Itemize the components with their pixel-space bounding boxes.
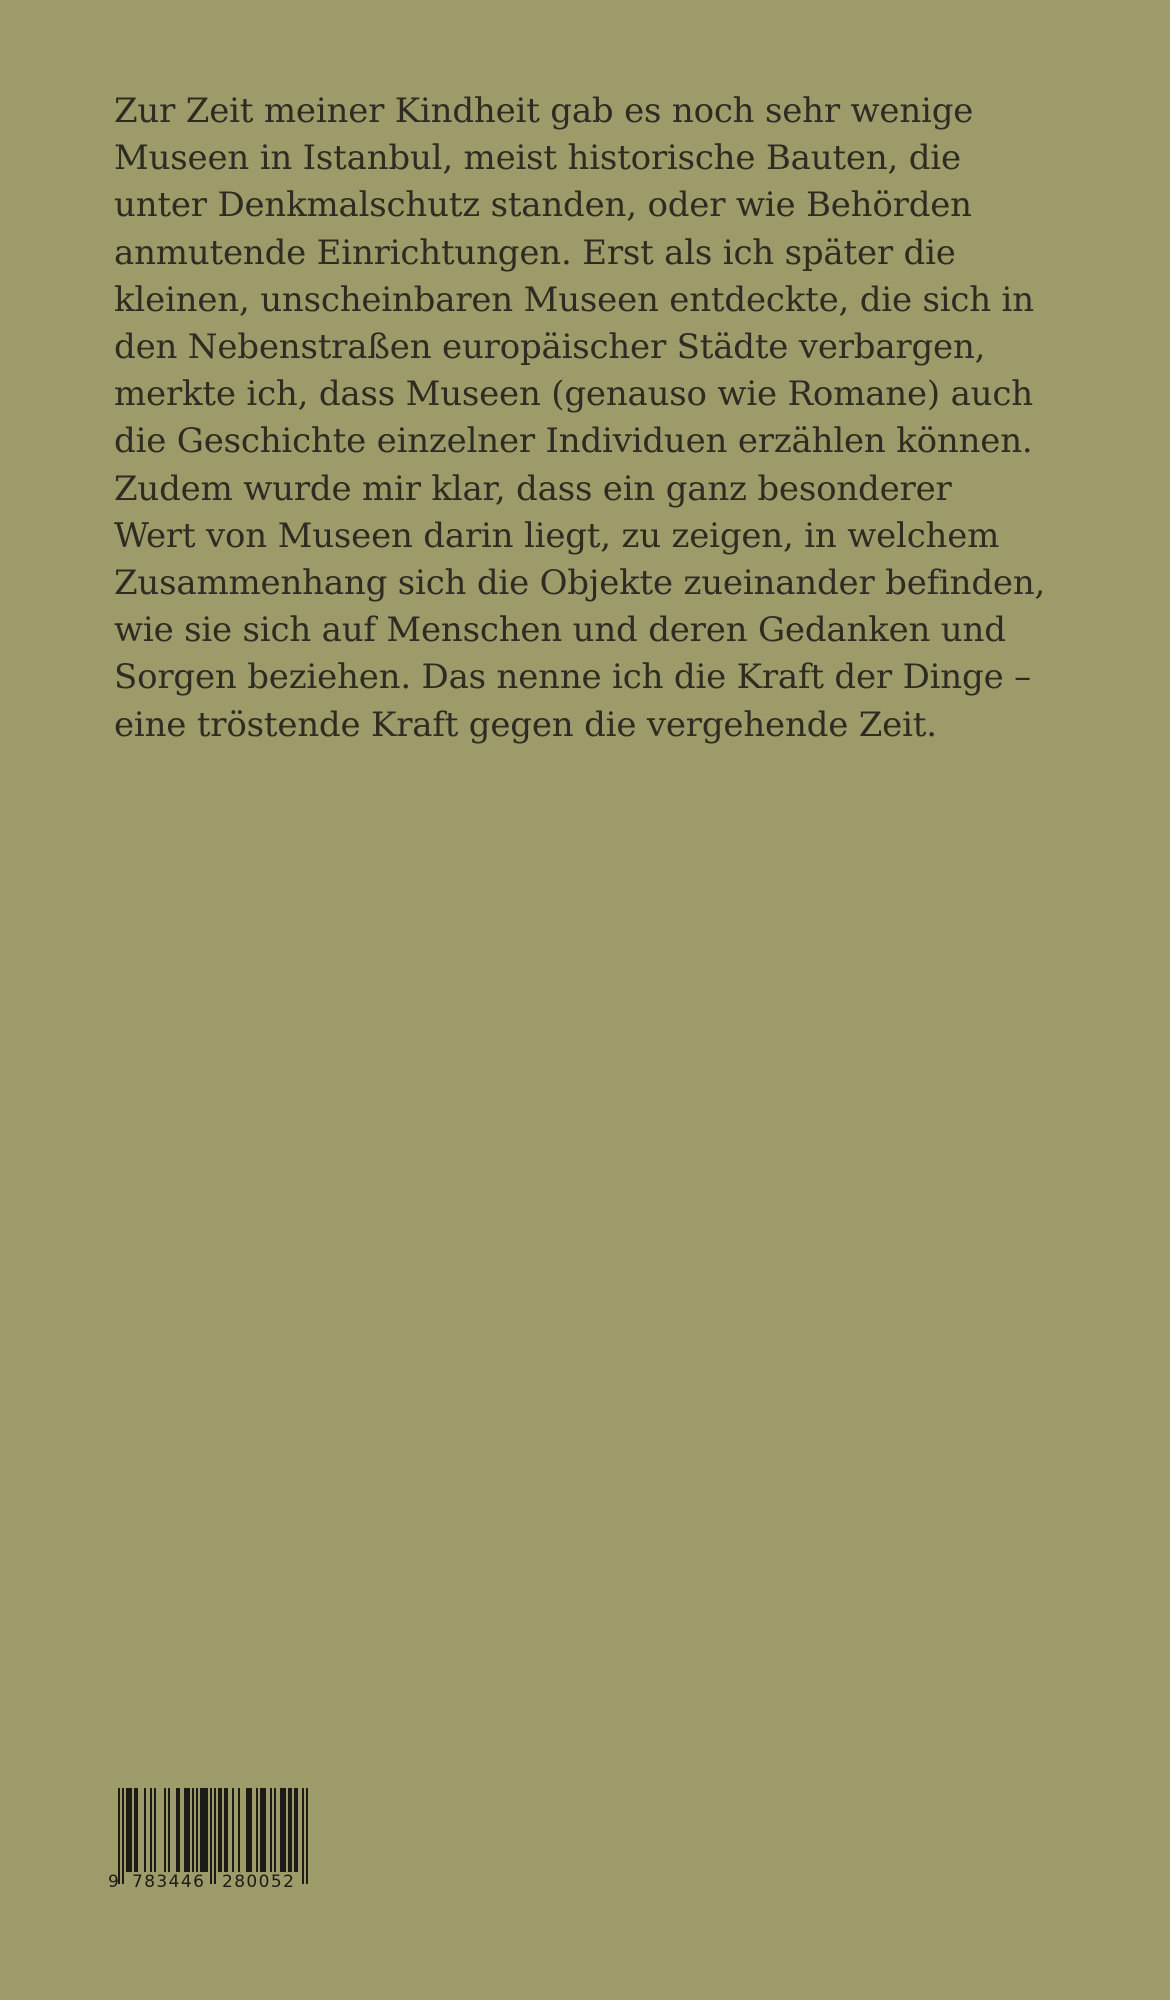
barcode-bar <box>178 1788 180 1872</box>
barcode-bar <box>264 1788 266 1872</box>
barcode-bar <box>164 1788 166 1872</box>
barcode-bar <box>136 1788 138 1872</box>
blurb-line: Sorgen beziehen. Das nenne ich die Kraft der Dinge – <box>114 657 1031 698</box>
barcode-bar <box>186 1788 188 1872</box>
blurb-line: den Nebenstraßen europäischer Städte verbargen, <box>114 327 986 368</box>
barcode-bar <box>282 1788 284 1872</box>
barcode-bar <box>256 1788 258 1872</box>
barcode-bar <box>196 1788 198 1872</box>
barcode-digits <box>104 1872 314 1896</box>
barcode-right-group: 280052 <box>222 1872 296 1892</box>
blurb-line: Zusammenhang sich die Objekte zueinander befinden, <box>114 563 1046 604</box>
barcode-bar <box>206 1788 208 1872</box>
blurb-line: eine tröstende Kraft gegen die vergehende Zeit. <box>114 704 937 745</box>
blurb-line: unter Denkmalschutz standen, oder wie Behörden <box>114 185 972 226</box>
barcode-bar <box>290 1788 292 1872</box>
barcode-bar <box>176 1788 178 1872</box>
blurb-line: Museen in Istanbul, meist historische Bauten, die <box>114 138 961 179</box>
blurb-line: wie sie sich auf Menschen und deren Gedanken und <box>114 610 1006 651</box>
barcode-bar <box>154 1788 156 1872</box>
barcode-bar <box>226 1788 228 1872</box>
barcode-bar <box>232 1788 234 1872</box>
barcode-bar <box>224 1788 226 1872</box>
barcode-bar <box>294 1788 296 1872</box>
barcode-bars-icon <box>104 1788 314 1884</box>
barcode-bar <box>296 1788 298 1872</box>
blurb-line: anmutende Einrichtungen. Erst als ich später die <box>114 232 956 273</box>
blurb-line: Wert von Museen darin liegt, zu zeigen, in welchem <box>114 515 1000 556</box>
barcode-bar <box>184 1788 186 1872</box>
barcode-bar <box>192 1788 194 1872</box>
barcode-guard-bar <box>306 1788 308 1884</box>
blurb-line: Zur Zeit meiner Kindheit gab es noch sehr wenige <box>114 91 974 131</box>
barcode-bar <box>280 1788 282 1872</box>
barcode-bar <box>274 1788 276 1872</box>
barcode-guard-bar <box>302 1788 304 1884</box>
blurb-line: kleinen, unscheinbaren Museen entdeckte, die sich in <box>114 279 1034 320</box>
barcode-bar <box>270 1788 272 1872</box>
barcode-bar <box>126 1788 128 1872</box>
barcode-bar <box>144 1788 146 1872</box>
barcode-bar <box>130 1788 132 1872</box>
barcode-bar <box>168 1788 170 1872</box>
blurb-line: Zudem wurde mir klar, dass ein ganz besonderer <box>114 468 952 509</box>
barcode-bar <box>238 1788 240 1872</box>
isbn-barcode <box>104 1788 314 1898</box>
barcode-bar <box>288 1788 290 1872</box>
barcode-bar <box>220 1788 222 1872</box>
barcode-bar <box>218 1788 220 1872</box>
barcode-bar <box>260 1788 262 1872</box>
barcode-bar <box>202 1788 204 1872</box>
barcode-lead-digit: 9 <box>108 1872 121 1892</box>
barcode-bar <box>150 1788 152 1872</box>
barcode-bar <box>134 1788 136 1872</box>
barcode-bar <box>200 1788 202 1872</box>
barcode-bar <box>128 1788 130 1872</box>
blurb-text <box>114 88 1114 749</box>
barcode-bar <box>248 1788 250 1872</box>
barcode-bar <box>246 1788 248 1872</box>
barcode-bar <box>188 1788 190 1872</box>
barcode-bar <box>250 1788 252 1872</box>
barcode-guard-bar <box>214 1788 216 1884</box>
blurb-line: die Geschichte einzelner Individuen erzählen können. <box>114 421 1033 462</box>
barcode-bar <box>204 1788 206 1872</box>
blurb-line: merkte ich, dass Museen (genauso wie Romane) auch <box>114 374 1033 415</box>
barcode-guard-bar <box>122 1788 124 1884</box>
barcode-guard-bar <box>118 1788 120 1884</box>
barcode-guard-bar <box>210 1788 212 1884</box>
barcode-bar <box>284 1788 286 1872</box>
barcode-bar <box>262 1788 264 1872</box>
barcode-left-group: 783446 <box>132 1872 206 1892</box>
